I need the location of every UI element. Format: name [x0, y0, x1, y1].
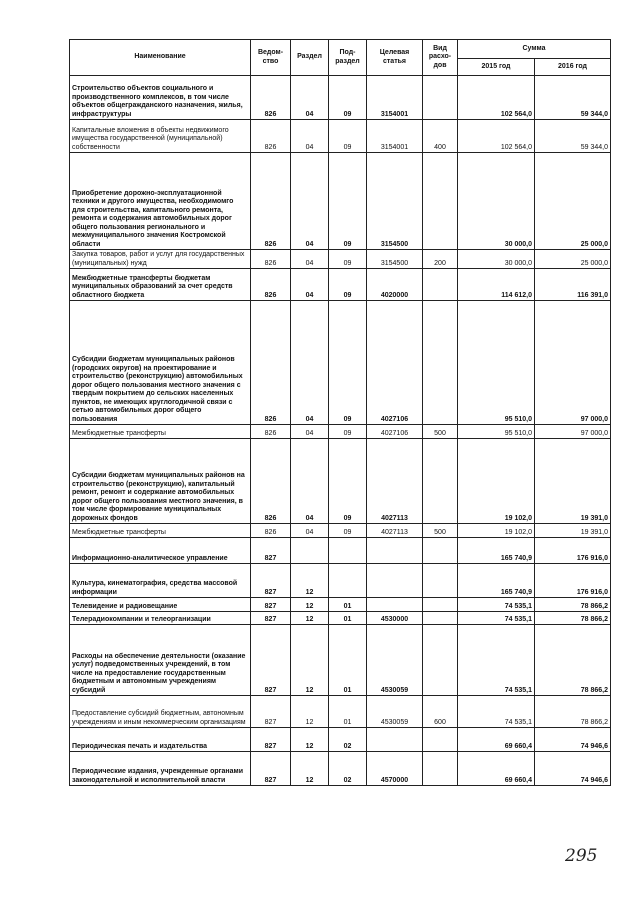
cell-celevaya-statya: 4570000: [367, 752, 423, 786]
cell-celevaya-statya: [367, 564, 423, 598]
cell-sum-2015: 95 510,0: [458, 301, 535, 425]
cell-vid-rashodov: [423, 598, 458, 612]
cell-razdel: 04: [291, 425, 329, 439]
cell-podrazdel: 02: [329, 752, 367, 786]
cell-celevaya-statya: [367, 538, 423, 564]
cell-sum-2016: 78 866,2: [535, 696, 611, 728]
cell-vedomstvo: 826: [251, 269, 291, 301]
cell-sum-2016: 78 866,2: [535, 625, 611, 696]
cell-razdel: 04: [291, 120, 329, 153]
header-vedomstvo: Ведом-ство: [251, 40, 291, 76]
cell-vedomstvo: 826: [251, 76, 291, 120]
cell-podrazdel: 09: [329, 439, 367, 524]
table-row: [70, 564, 611, 598]
cell-sum-2016: 176 916,0: [535, 564, 611, 598]
cell-podrazdel: 09: [329, 250, 367, 269]
cell-name: Капитальные вложения в объекты недвижимого имущества государственной (муниципальной) собственности: [70, 120, 251, 153]
cell-vid-rashodov: [423, 612, 458, 625]
cell-podrazdel: 01: [329, 696, 367, 728]
cell-sum-2015: 102 564,0: [458, 120, 535, 153]
cell-podrazdel: 01: [329, 625, 367, 696]
cell-celevaya-statya: 4020000: [367, 269, 423, 301]
cell-podrazdel: 09: [329, 153, 367, 250]
cell-name: Информационно-аналитическое управление: [70, 538, 251, 564]
cell-sum-2016: 116 391,0: [535, 269, 611, 301]
cell-vedomstvo: 827: [251, 612, 291, 625]
cell-podrazdel: 09: [329, 269, 367, 301]
cell-podrazdel: 09: [329, 425, 367, 439]
cell-podrazdel: 01: [329, 598, 367, 612]
cell-sum-2016: 59 344,0: [535, 76, 611, 120]
cell-sum-2015: 74 535,1: [458, 625, 535, 696]
table-row: [70, 752, 611, 786]
table-row: [70, 301, 611, 425]
cell-name: Телерадиокомпании и телеорганизации: [70, 612, 251, 625]
cell-razdel: [291, 538, 329, 564]
cell-vid-rashodov: [423, 728, 458, 752]
cell-razdel: 12: [291, 598, 329, 612]
header-summa: Сумма: [458, 40, 611, 59]
page-number: 295: [565, 846, 598, 866]
cell-podrazdel: [329, 538, 367, 564]
cell-podrazdel: 09: [329, 524, 367, 538]
cell-vedomstvo: 826: [251, 153, 291, 250]
cell-celevaya-statya: [367, 728, 423, 752]
budget-table: [69, 39, 611, 786]
cell-vid-rashodov: [423, 301, 458, 425]
header-vid-rashodov: Вид расхо-дов: [423, 40, 458, 76]
table-row: [70, 524, 611, 538]
table-row: [70, 625, 611, 696]
cell-name: Межбюджетные трансферты: [70, 425, 251, 439]
cell-celevaya-statya: 4530059: [367, 696, 423, 728]
cell-vedomstvo: 827: [251, 538, 291, 564]
cell-vid-rashodov: [423, 76, 458, 120]
cell-name: Субсидии бюджетам муниципальных районов на строительство (реконструкцию), капитальный ремонт, ремонт и содержание автомобильных дорог общего пользования местного значения, в том числе формирование муниципальных дорожных фондов: [70, 439, 251, 524]
table-row: [70, 269, 611, 301]
cell-razdel: 04: [291, 153, 329, 250]
cell-razdel: 12: [291, 728, 329, 752]
cell-vid-rashodov: 400: [423, 120, 458, 153]
table-row: [70, 612, 611, 625]
cell-razdel: 12: [291, 752, 329, 786]
header-podrazdel: Под-раздел: [329, 40, 367, 76]
cell-sum-2016: 25 000,0: [535, 153, 611, 250]
cell-sum-2015: 165 740,9: [458, 538, 535, 564]
cell-sum-2016: 74 946,6: [535, 728, 611, 752]
cell-celevaya-statya: [367, 598, 423, 612]
cell-name: Строительство объектов социального и производственного комплексов, в том числе объектов общегражданского назначения, жилья, инфраструктуры: [70, 76, 251, 120]
table-row: [70, 728, 611, 752]
cell-name: Телевидение и радиовещание: [70, 598, 251, 612]
cell-razdel: 12: [291, 612, 329, 625]
cell-vid-rashodov: [423, 269, 458, 301]
cell-vedomstvo: 826: [251, 524, 291, 538]
cell-name: Приобретение дорожно-эксплуатационной техники и другого имущества, необходимомго для строительства, капитального ремонта, ремонта и содержания автомобильных дорог общего пользования регионального и межмуниципального значения Костромской области: [70, 153, 251, 250]
table-row: [70, 153, 611, 250]
table-row: [70, 439, 611, 524]
cell-sum-2015: 102 564,0: [458, 76, 535, 120]
cell-name: Периодические издания, учрежденные органами законодательной и исполнительной власти: [70, 752, 251, 786]
table-row: [70, 696, 611, 728]
cell-vid-rashodov: 600: [423, 696, 458, 728]
cell-razdel: 04: [291, 250, 329, 269]
cell-vedomstvo: 827: [251, 752, 291, 786]
cell-celevaya-statya: 4027106: [367, 425, 423, 439]
header-name: Наименование: [70, 40, 251, 76]
cell-vid-rashodov: 500: [423, 425, 458, 439]
cell-podrazdel: 09: [329, 120, 367, 153]
cell-sum-2015: 74 535,1: [458, 696, 535, 728]
cell-vedomstvo: 826: [251, 425, 291, 439]
table-row: [70, 598, 611, 612]
cell-razdel: 04: [291, 439, 329, 524]
cell-celevaya-statya: 4027113: [367, 524, 423, 538]
cell-name: Предоставление субсидий бюджетным, автономным учреждениям и иным некоммерческим организациям: [70, 696, 251, 728]
cell-celevaya-statya: 4530059: [367, 625, 423, 696]
header-razdel: Раздел: [291, 40, 329, 76]
cell-name: Межбюджетные трансферты: [70, 524, 251, 538]
table-body: [70, 76, 611, 786]
cell-sum-2015: 19 102,0: [458, 524, 535, 538]
cell-razdel: 04: [291, 269, 329, 301]
cell-sum-2016: 97 000,0: [535, 301, 611, 425]
cell-vid-rashodov: [423, 752, 458, 786]
cell-sum-2016: 176 916,0: [535, 538, 611, 564]
cell-vedomstvo: 826: [251, 439, 291, 524]
header-year-2016: 2016 год: [535, 59, 611, 76]
table-row: [70, 425, 611, 439]
cell-podrazdel: [329, 564, 367, 598]
cell-vedomstvo: 827: [251, 696, 291, 728]
cell-name: Субсидии бюджетам муниципальных районов (городских округов) на проектирование и строительство (реконструкцию) автомобильных дорог общего пользования местного значения с твердым покрытием до сельских населенных пунктов, не имеющих круглогодичной связи с сетью автомобильных дорог общего пользования: [70, 301, 251, 425]
cell-vedomstvo: 826: [251, 301, 291, 425]
cell-vedomstvo: 826: [251, 120, 291, 153]
cell-vedomstvo: 827: [251, 625, 291, 696]
cell-vid-rashodov: [423, 538, 458, 564]
cell-sum-2016: 19 391,0: [535, 439, 611, 524]
cell-sum-2015: 30 000,0: [458, 250, 535, 269]
cell-celevaya-statya: 3154500: [367, 153, 423, 250]
cell-vid-rashodov: [423, 564, 458, 598]
cell-vedomstvo: 827: [251, 564, 291, 598]
table-row: [70, 120, 611, 153]
cell-sum-2015: 69 660,4: [458, 752, 535, 786]
cell-celevaya-statya: 4027113: [367, 439, 423, 524]
cell-name: Культура, кинематография, средства массовой информации: [70, 564, 251, 598]
cell-sum-2015: 165 740,9: [458, 564, 535, 598]
cell-vedomstvo: 827: [251, 598, 291, 612]
table-row: [70, 250, 611, 269]
header-celevaya-statya: Целевая статья: [367, 40, 423, 76]
cell-name: Периодическая печать и издательства: [70, 728, 251, 752]
cell-sum-2016: 19 391,0: [535, 524, 611, 538]
cell-name: Расходы на обеспечение деятельности (оказание услуг) подведомственных учреждений, в том числе на предоставление государственным бюджетным и автономным учреждениям субсидий: [70, 625, 251, 696]
cell-sum-2015: 114 612,0: [458, 269, 535, 301]
cell-razdel: 12: [291, 564, 329, 598]
cell-sum-2016: 78 866,2: [535, 612, 611, 625]
cell-vid-rashodov: 500: [423, 524, 458, 538]
cell-podrazdel: 09: [329, 301, 367, 425]
cell-vedomstvo: 826: [251, 250, 291, 269]
cell-sum-2015: 74 535,1: [458, 612, 535, 625]
cell-celevaya-statya: 3154500: [367, 250, 423, 269]
cell-vid-rashodov: [423, 153, 458, 250]
cell-podrazdel: 09: [329, 76, 367, 120]
cell-sum-2016: 74 946,6: [535, 752, 611, 786]
cell-celevaya-statya: 3154001: [367, 120, 423, 153]
cell-sum-2015: 19 102,0: [458, 439, 535, 524]
table-row: [70, 76, 611, 120]
cell-razdel: 12: [291, 696, 329, 728]
cell-vid-rashodov: 200: [423, 250, 458, 269]
cell-sum-2016: 25 000,0: [535, 250, 611, 269]
cell-celevaya-statya: 3154001: [367, 76, 423, 120]
cell-name: Межбюджетные трансферты бюджетам муниципальных образований за счет средств областного бюджета: [70, 269, 251, 301]
cell-sum-2015: 30 000,0: [458, 153, 535, 250]
cell-sum-2016: 78 866,2: [535, 598, 611, 612]
cell-name: Закупка товаров, работ и услуг для государственных (муниципальных) нужд: [70, 250, 251, 269]
cell-vedomstvo: 827: [251, 728, 291, 752]
cell-razdel: 04: [291, 301, 329, 425]
table-row: [70, 538, 611, 564]
cell-razdel: 12: [291, 625, 329, 696]
cell-sum-2016: 97 000,0: [535, 425, 611, 439]
cell-razdel: 04: [291, 76, 329, 120]
cell-vid-rashodov: [423, 625, 458, 696]
cell-sum-2015: 95 510,0: [458, 425, 535, 439]
cell-vid-rashodov: [423, 439, 458, 524]
cell-celevaya-statya: 4530000: [367, 612, 423, 625]
cell-celevaya-statya: 4027106: [367, 301, 423, 425]
cell-sum-2015: 69 660,4: [458, 728, 535, 752]
header-year-2015: 2015 год: [458, 59, 535, 76]
cell-razdel: 04: [291, 524, 329, 538]
cell-sum-2016: 59 344,0: [535, 120, 611, 153]
cell-podrazdel: 01: [329, 612, 367, 625]
cell-podrazdel: 02: [329, 728, 367, 752]
cell-sum-2015: 74 535,1: [458, 598, 535, 612]
